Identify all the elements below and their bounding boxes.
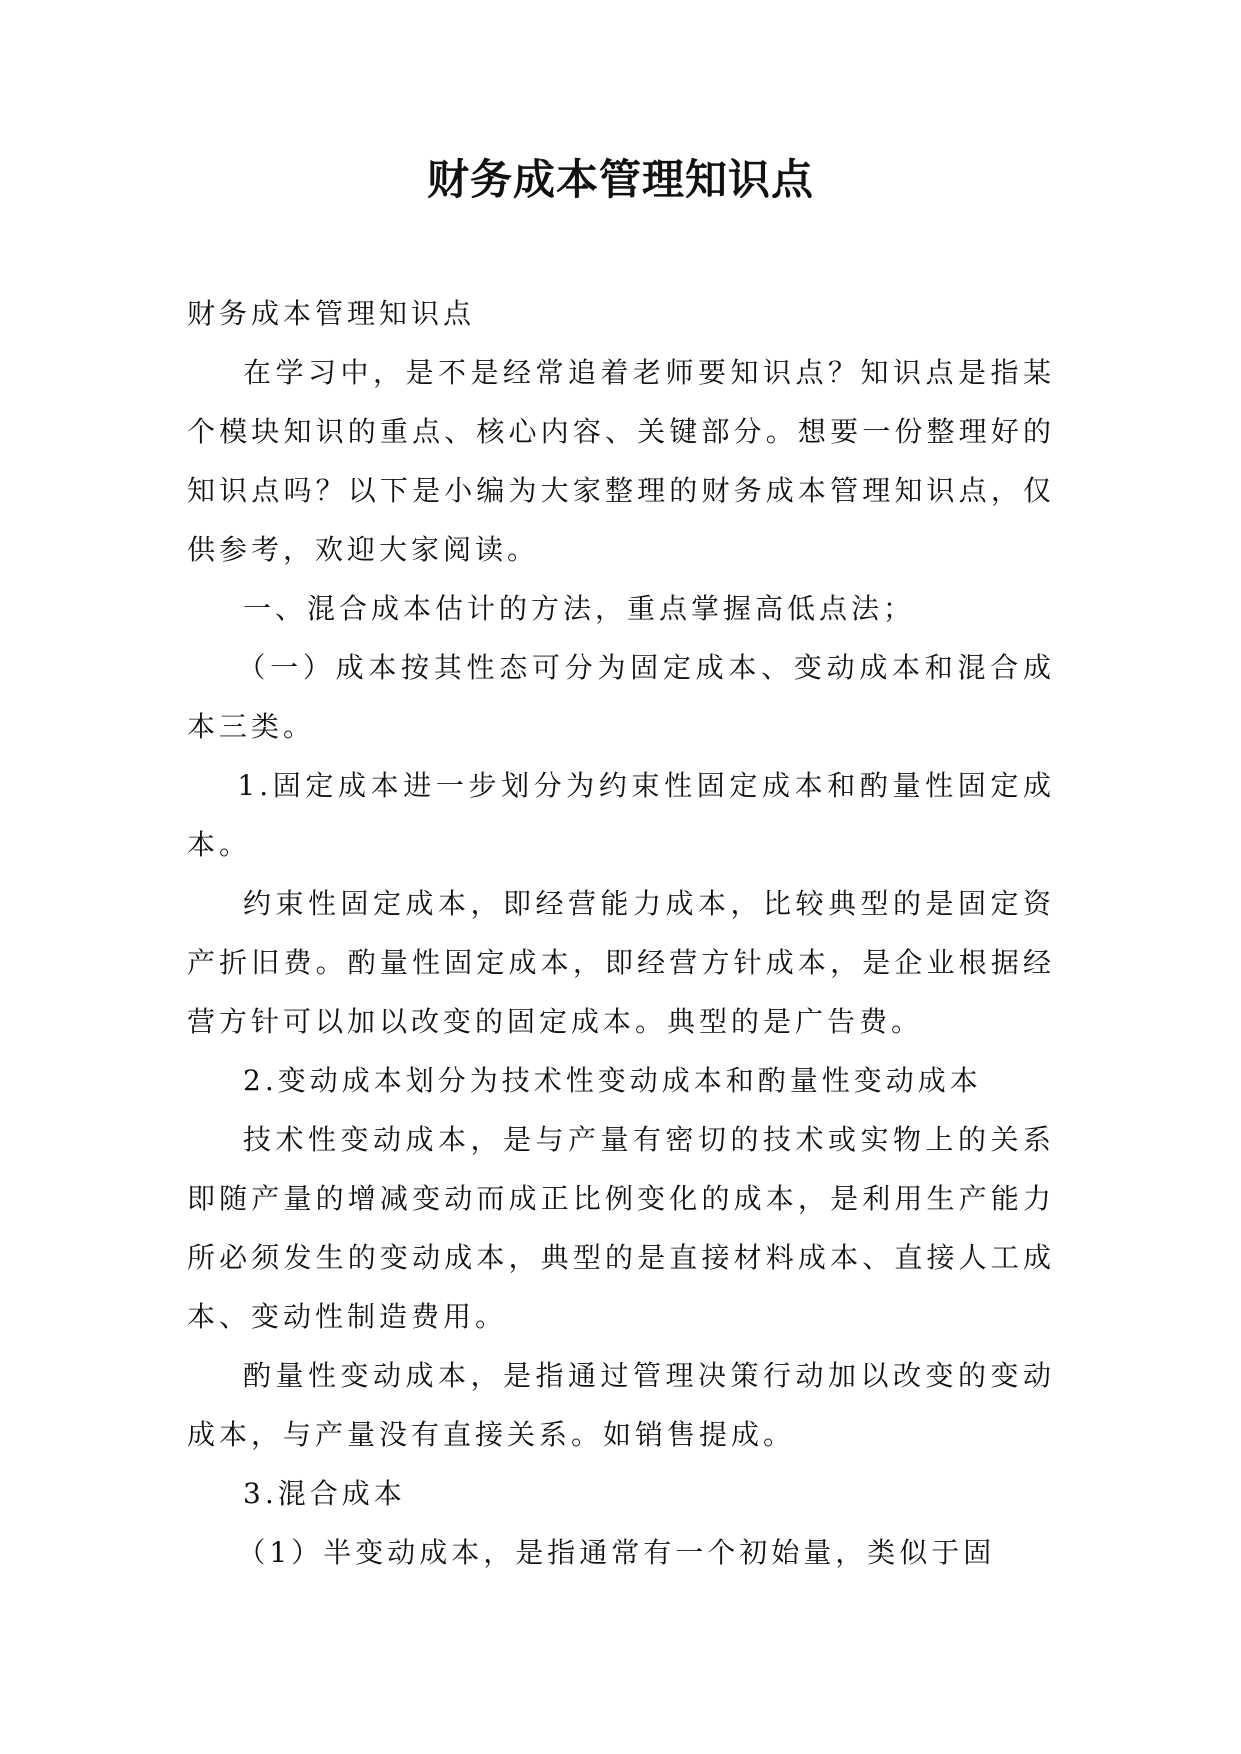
paragraph-mixed-cost: 3.混合成本 (243, 1477, 406, 1510)
paragraph-fixed-cost: 1.固定成本进一步划分为约束性固定成本和酌量性固定成本。 (187, 769, 1055, 861)
paragraph-technical-variable-cost: 技术性变动成本，是与产量有密切的技术或实物上的关系即随产量的增减变动而成正比例变化的成本，是利用生产能力所必须发生的变动成本，典型的是直接材料成本、直接人工成本、变动性制造费用。 (187, 1123, 1055, 1333)
paragraph-variable-cost: 2.变动成本划分为技术性变动成本和酌量性变动成本 (243, 1064, 982, 1097)
document-title: 财务成本管理知识点 (426, 155, 814, 204)
paragraph-semi-variable-cost: （1）半变动成本，是指通常有一个初始量，类似于固 (237, 1536, 996, 1569)
paragraph-section-1: 一、混合成本估计的方法，重点掌握高低点法； (243, 592, 916, 625)
paragraph-fixed-cost-detail: 约束性固定成本，即经营能力成本，比较典型的是固定资产折旧费。酌量性固定成本，即经营方针成本，是企业根据经营方针可以加以改变的固定成本。典型的是广告费。 (187, 887, 1055, 1038)
paragraph-heading: 财务成本管理知识点 (187, 297, 476, 330)
paragraph-discretionary-variable-cost: 酌量性变动成本，是指通过管理决策行动加以改变的变动成本，与产量没有直接关系。如销售提成。 (187, 1359, 1055, 1451)
paragraph-subsection-1: （一）成本按其性态可分为固定成本、变动成本和混合成本三类。 (187, 651, 1055, 743)
paragraph-intro: 在学习中，是不是经常追着老师要知识点？知识点是指某个模块知识的重点、核心内容、关键部分。想要一份整理好的知识点吗？以下是小编为大家整理的财务成本管理知识点，仅供参考，欢迎大家阅读。 (187, 356, 1055, 566)
document-body (187, 284, 1055, 1582)
